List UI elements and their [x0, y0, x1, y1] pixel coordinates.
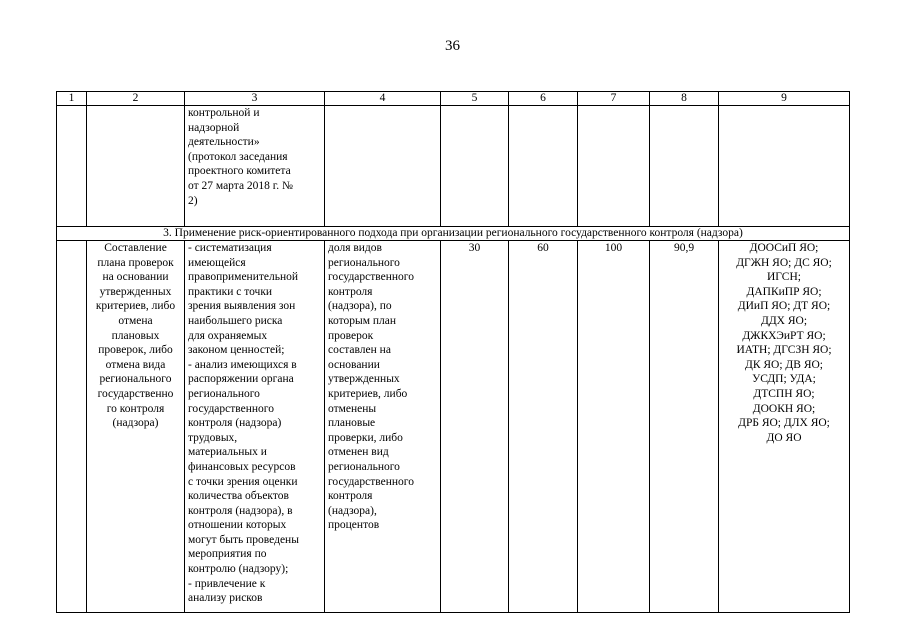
- data-table: [56, 91, 850, 613]
- executors-text: ДООСиП ЯО; ДГЖН ЯО; ДС ЯО; ИГСН; ДАПКиПР ЯО; ДИиП ЯО; ДТ ЯО; ДДХ ЯО; ДЖКХЭиРТ ЯО; ИАТН; ДГСЗН ЯО; ДК ЯО; ДВ ЯО; УСДП; УДА; ДТСПН ЯО; ДООКН ЯО; ДРБ ЯО; ДЛХ ЯО; ДО ЯО: [736, 242, 832, 444]
- table-header-row: [57, 92, 850, 106]
- table-row-continuation: [57, 106, 850, 227]
- measures-text: - систематизация имеющейся правоприменительной практики с точки зрения выявления зон наибольшего риска для охраняемых законом ценностей; - анализ имеющихся в распоряжении органа регионального государственного контроля (надзора) трудовых, материальных и финансовых ресурсов с точки зрения оценки количества объектов контроля (надзора), в отношении которых могут быть проведены мероприятия по контролю (надзору); - привлечение к анализу рисков: [188, 242, 299, 605]
- row-cell-9: [719, 241, 850, 613]
- empty-cell: [578, 106, 650, 227]
- column-header-9: 9: [719, 92, 850, 106]
- empty-cell: [87, 106, 185, 227]
- column-header-7: 7: [578, 92, 650, 106]
- row-cell-1: [57, 241, 87, 613]
- section-title: 3. Применение риск-ориентированного подхода при организации регионального государственного контроля (надзора): [57, 227, 850, 241]
- column-header-6: 6: [509, 92, 578, 106]
- column-header-5: 5: [441, 92, 509, 106]
- empty-cell: [650, 106, 719, 227]
- event-text: Составление плана проверок на основании утвержденных критериев, либо отмена плановых проверок, либо отмена вида регионального государственно го контроля (надзора): [95, 242, 176, 430]
- continuation-cell: [185, 106, 325, 227]
- empty-cell: [509, 106, 578, 227]
- empty-cell: [719, 106, 850, 227]
- column-header-1: 1: [57, 92, 87, 106]
- continuation-text: контрольной и надзорной деятельности» (протокол заседания проектного комитета от 27 марта 2018 г. № 2): [188, 107, 293, 207]
- page-number: 36: [445, 38, 460, 54]
- row-cell-3: [185, 241, 325, 613]
- row-cell-2: [87, 241, 185, 613]
- row-cell-4: [325, 241, 441, 613]
- row-cell-5: 30: [441, 241, 509, 613]
- column-header-3: 3: [185, 92, 325, 106]
- empty-cell: [325, 106, 441, 227]
- column-header-4: 4: [325, 92, 441, 106]
- row-cell-8: 90,9: [650, 241, 719, 613]
- column-header-2: 2: [87, 92, 185, 106]
- indicator-text: доля видов регионального государственного контроля (надзора), по которым план проверок составлен на основании утвержденных критериев, либо отменены плановые проверки, либо отменен вид регионального государственного контроля (надзора), процентов: [328, 242, 414, 532]
- empty-cell: [57, 106, 87, 227]
- row-cell-7: 100: [578, 241, 650, 613]
- row-cell-6: 60: [509, 241, 578, 613]
- table-row: [57, 241, 850, 613]
- column-header-8: 8: [650, 92, 719, 106]
- section-row: [57, 227, 850, 241]
- empty-cell: [441, 106, 509, 227]
